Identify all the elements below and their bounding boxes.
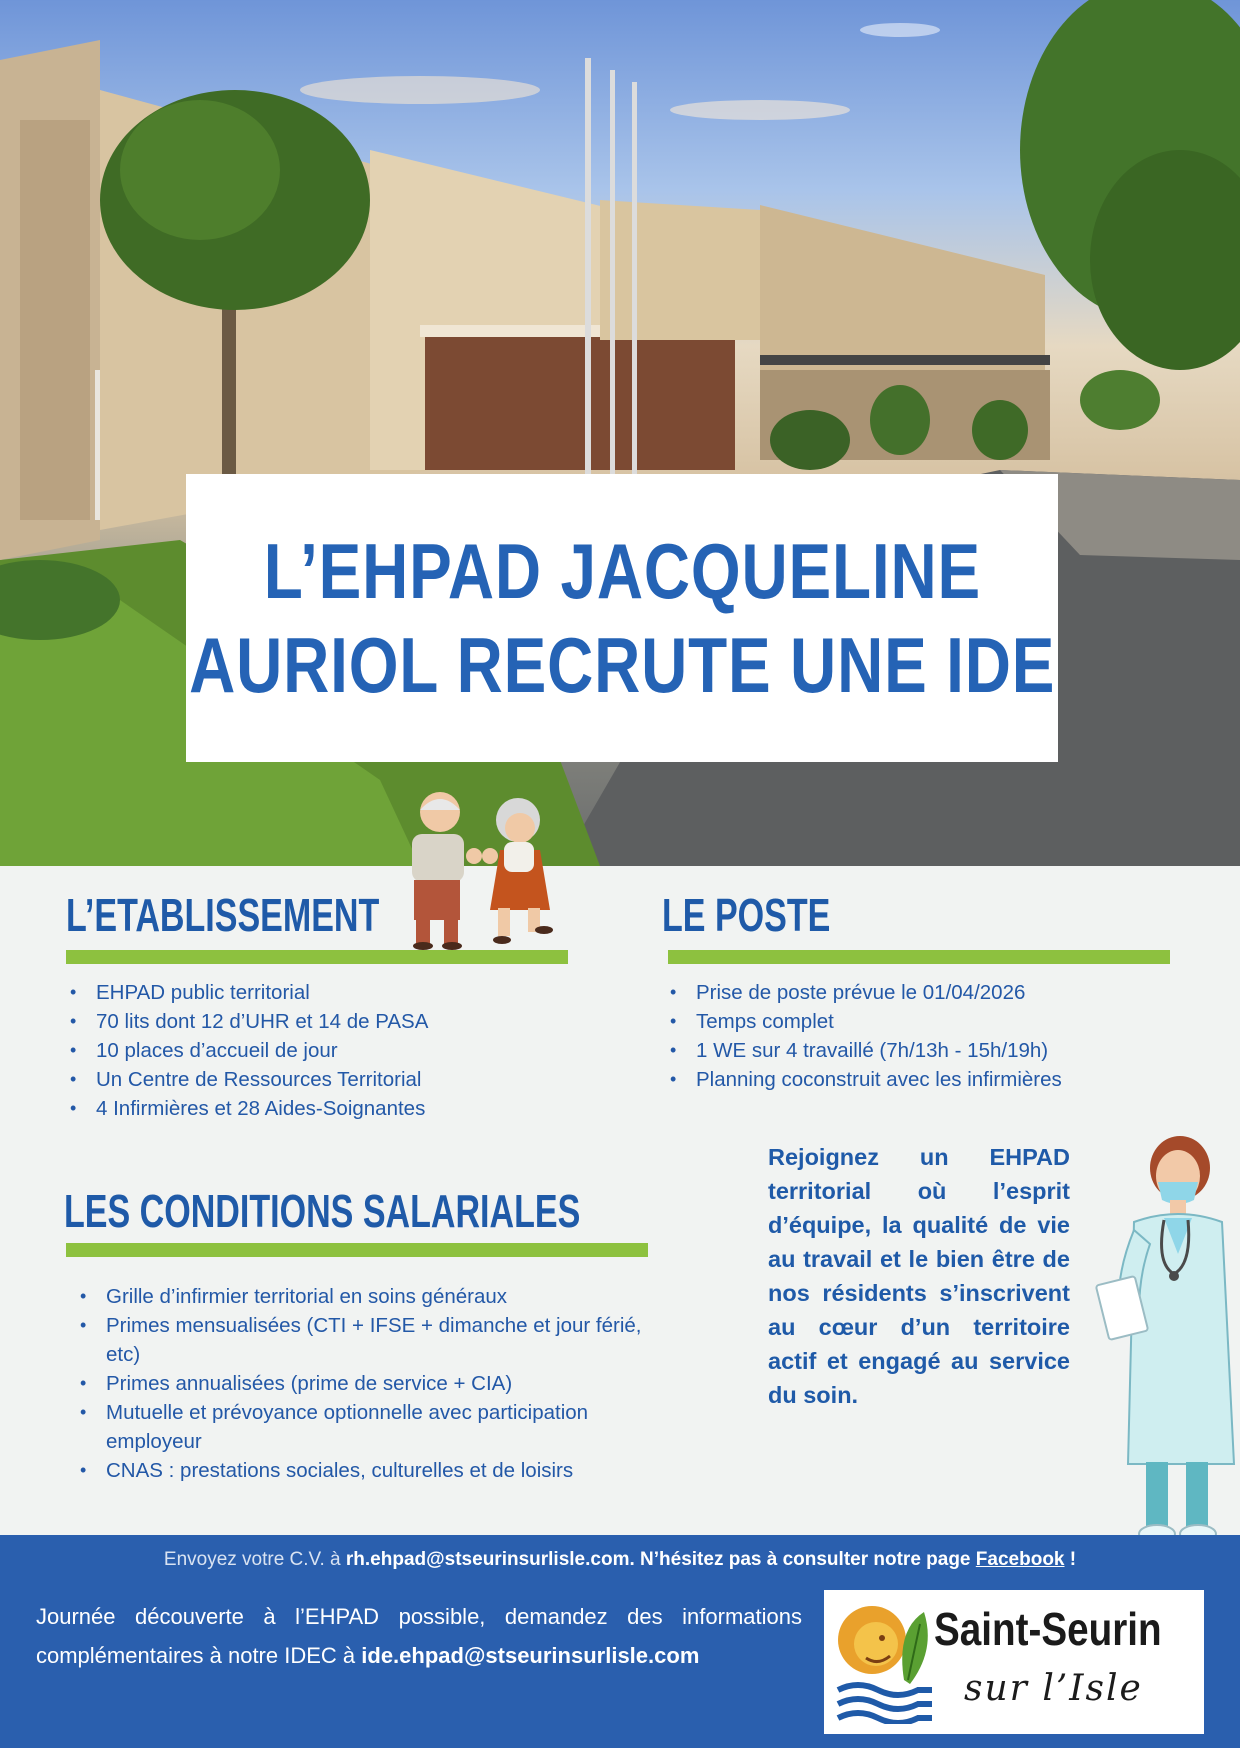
elderly-couple-illustration xyxy=(394,790,580,950)
logo-name: Saint-Seurin xyxy=(934,1603,1162,1655)
page-title-line-2: AURIOL RECRUTE UNE IDE xyxy=(188,621,1056,709)
footer xyxy=(0,1535,1240,1748)
list-item: • CNAS : prestations sociales, culturelles et de loisirs xyxy=(76,1456,646,1485)
list-item: • Mutuelle et prévoyance optionnelle avec participation employeur xyxy=(76,1398,646,1456)
conditions-list xyxy=(76,1282,646,1485)
poste-divider xyxy=(668,950,1170,964)
list-item: • Planning coconstruit avec les infirmières xyxy=(666,1065,1206,1094)
etablissement-list xyxy=(66,978,586,1123)
list-item: • Temps complet xyxy=(666,1007,1206,1036)
send-prefix: Envoyez votre C.V. à xyxy=(163,1549,346,1570)
list-item: • EHPAD public territorial xyxy=(66,978,586,1007)
nurse-illustration xyxy=(1094,1134,1240,1548)
list-item: • Prise de poste prévue le 01/04/2026 xyxy=(666,978,1206,1007)
recruitment-pitch: Rejoignez un EHPAD territorial où l’esprit d’équipe, la qualité de vie au travail et le bien être de nos résidents s’inscrivent au cœur d’un territoire actif et engagé au service du soin. xyxy=(768,1144,1070,1408)
poste-title: LE POSTE xyxy=(662,889,831,941)
conditions-title: LES CONDITIONS SALARIALES xyxy=(64,1185,581,1237)
discovery-day-text xyxy=(36,1597,802,1675)
send-cv-line xyxy=(0,1549,1240,1571)
logo-subtitle: sur l’Isle xyxy=(964,1668,1143,1709)
list-item: • 4 Infirmières et 28 Aides-Soignantes xyxy=(66,1094,586,1123)
send-suffix: ! xyxy=(1064,1549,1077,1570)
etablissement-title: L’ETABLISSEMENT xyxy=(66,889,380,941)
lion-leaf-emblem-icon xyxy=(832,1600,936,1724)
list-item: • 10 places d’accueil de jour xyxy=(66,1036,586,1065)
facebook-link[interactable]: Facebook xyxy=(975,1549,1065,1570)
saint-seurin-logo xyxy=(824,1590,1204,1734)
list-item: • Grille d’infirmier territorial en soins généraux xyxy=(76,1282,646,1311)
send-middle: . N’hésitez pas à consulter notre page xyxy=(629,1549,976,1570)
list-item: • Primes mensualisées (CTI + IFSE + dimanche et jour férié, etc) xyxy=(76,1311,646,1369)
poste-list xyxy=(666,978,1206,1094)
etablissement-divider xyxy=(66,950,568,964)
page-title-line-1: L’EHPAD JACQUELINE xyxy=(263,527,981,615)
list-item: • Un Centre de Ressources Territorial xyxy=(66,1065,586,1094)
conditions-divider xyxy=(66,1243,648,1257)
list-item: • Primes annualisées (prime de service + CIA) xyxy=(76,1369,646,1398)
idec-email-link[interactable]: ide.ehpad@stseurinsurlisle.com xyxy=(361,1643,700,1668)
hr-email-link[interactable]: rh.ehpad@stseurinsurlisle.com xyxy=(345,1549,630,1570)
hero-photo xyxy=(0,0,1240,866)
discovery-text: Journée découverte à l’EHPAD possible, demandez des informations complémentaires à notre IDEC à xyxy=(36,1604,802,1668)
list-item: • 70 lits dont 12 d’UHR et 14 de PASA xyxy=(66,1007,586,1036)
list-item: • 1 WE sur 4 travaillé (7h/13h - 15h/19h) xyxy=(666,1036,1206,1065)
title-box xyxy=(186,474,1058,762)
